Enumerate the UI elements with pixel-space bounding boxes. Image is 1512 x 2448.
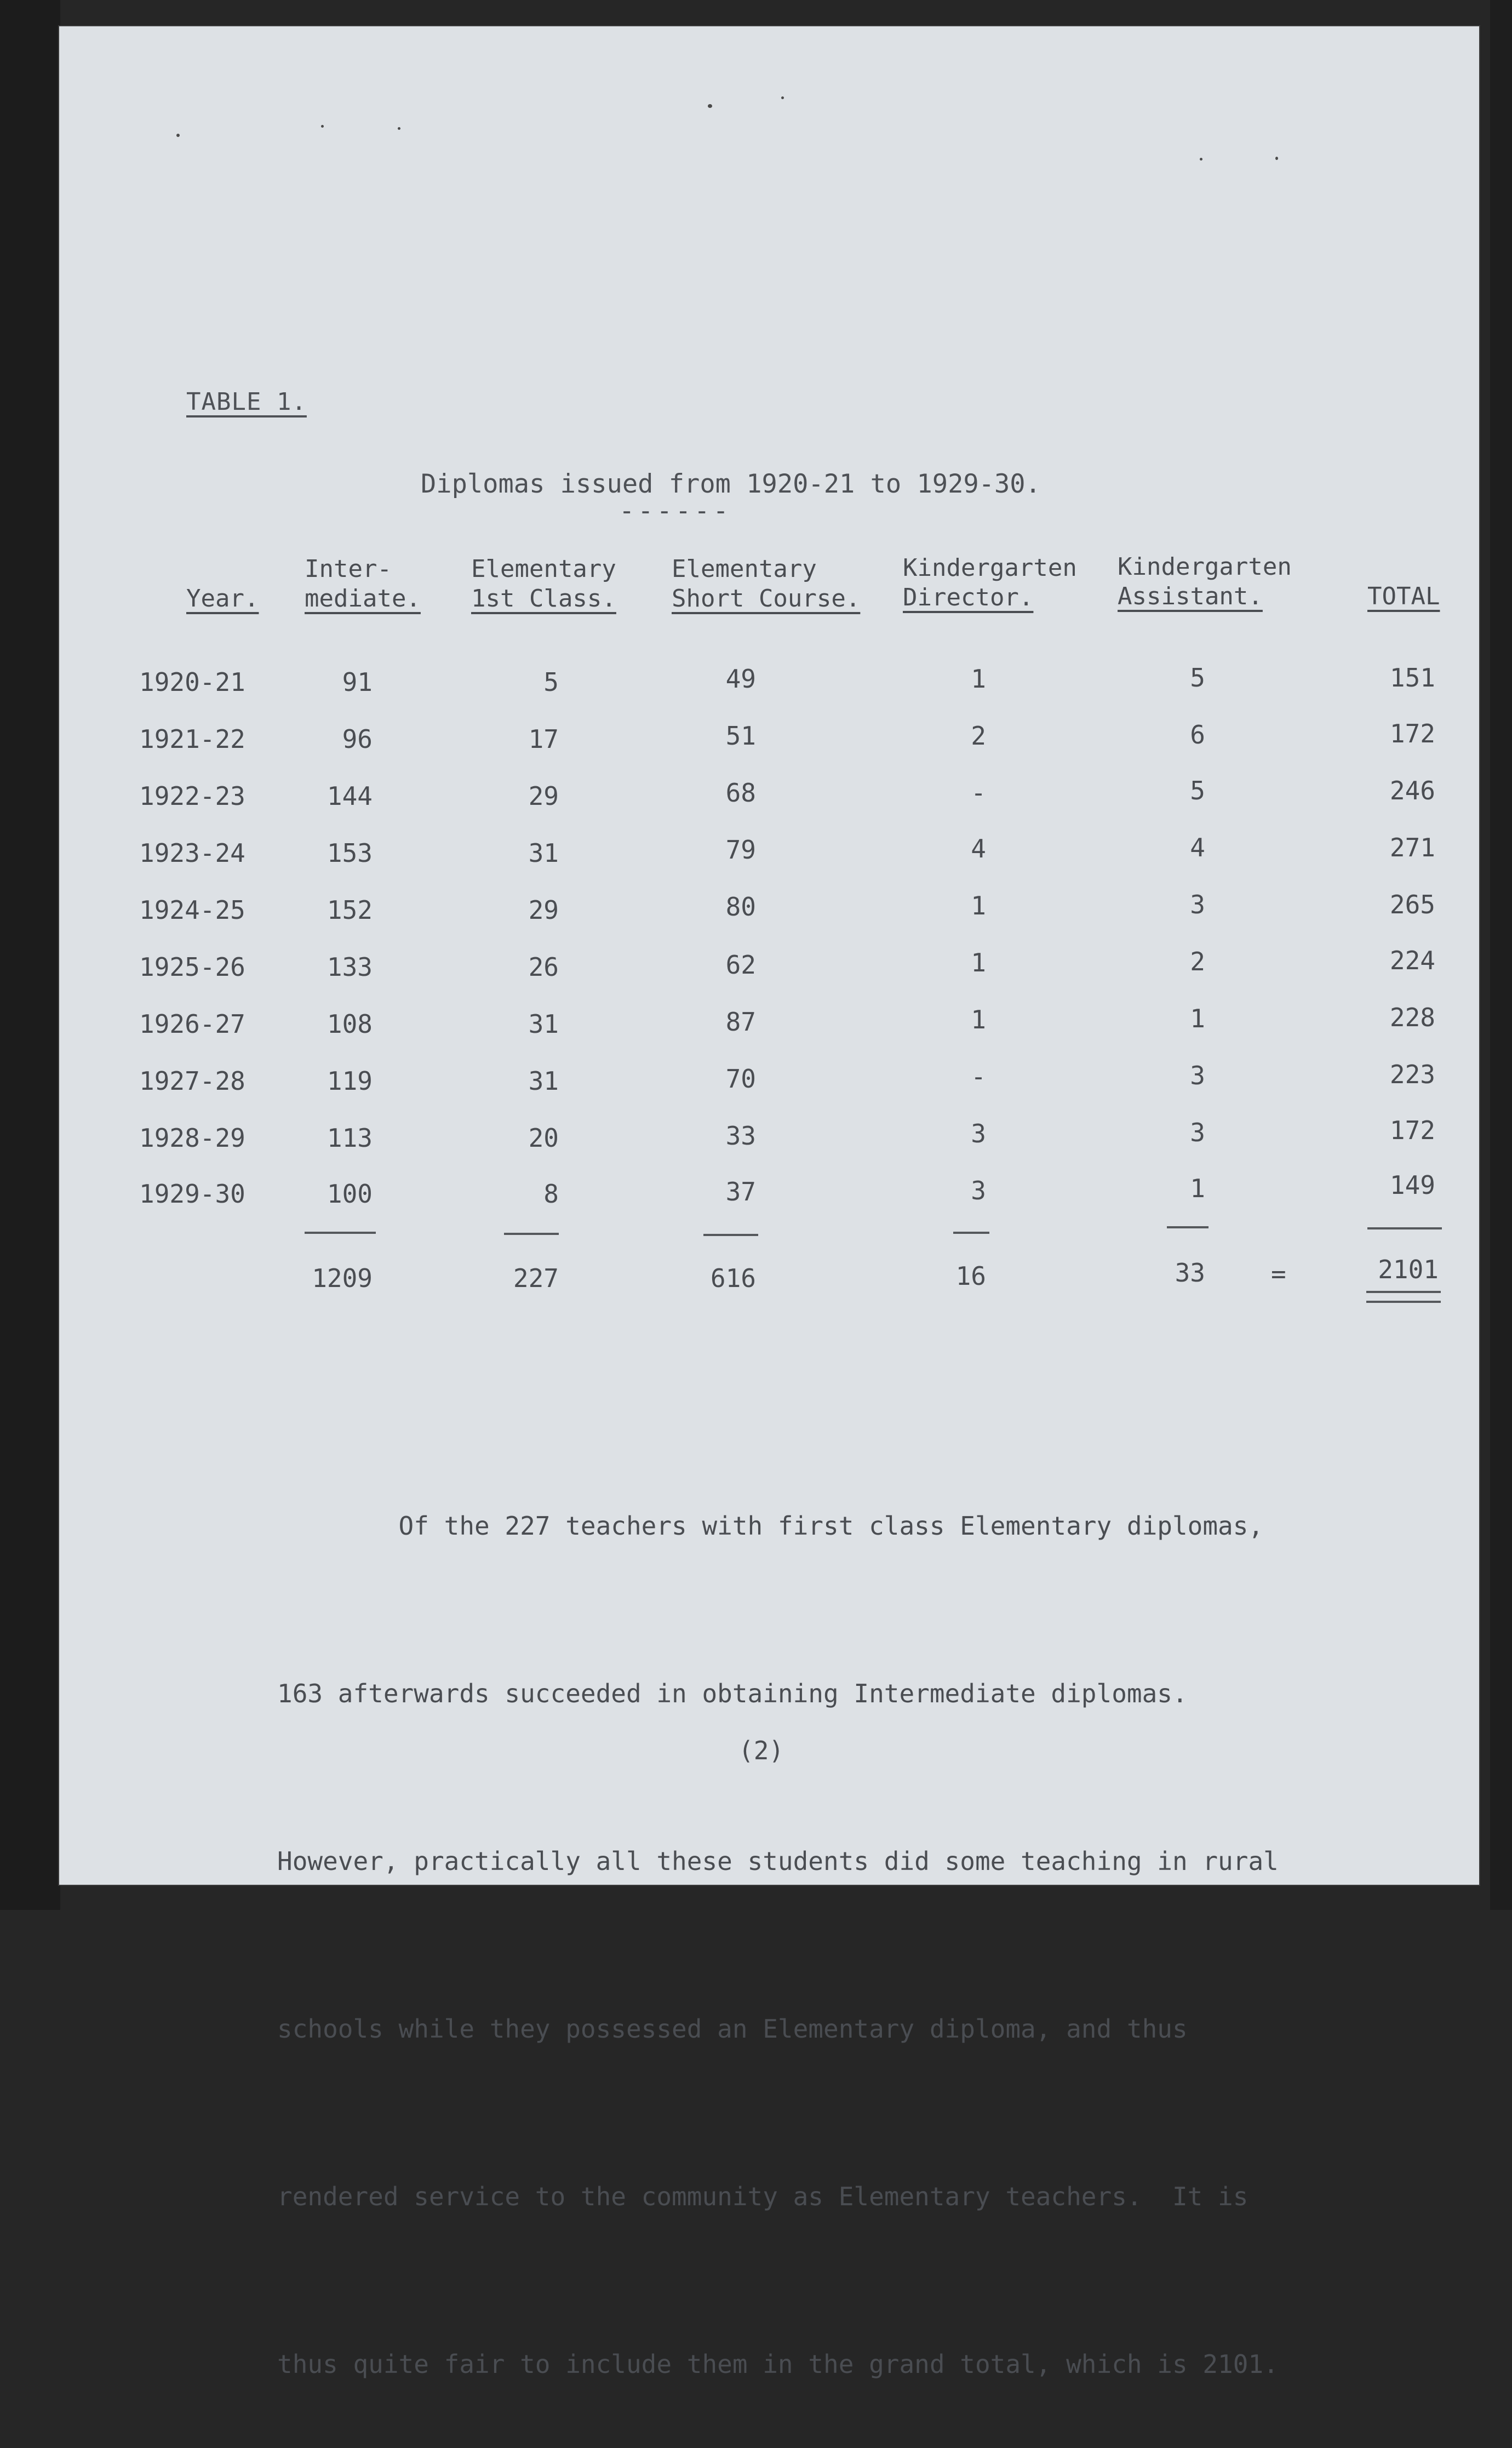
cell-kg-assistant: 3 — [1190, 1118, 1205, 1147]
cell-kg-director: 3 — [971, 1176, 986, 1205]
cell-kg-director: 1 — [971, 891, 986, 920]
total-kg-director: 16 — [955, 1261, 986, 1291]
cell-elementary-first: 17 — [528, 724, 559, 754]
cell-total: 228 — [1389, 1003, 1435, 1032]
header-elementary-short-line1: Elementary — [672, 555, 817, 583]
cell-elementary-short: 80 — [725, 892, 756, 922]
paragraph-line: schools while they possessed an Elementary diploma, and thus — [277, 2014, 1188, 2044]
cell-kg-director: 1 — [971, 948, 986, 977]
cell-total: 246 — [1389, 776, 1435, 805]
cell-year: 1927-28 — [139, 1066, 245, 1096]
header-elementary-first-line1: Elementary — [471, 555, 616, 583]
sum-rule-kg-assistant — [1167, 1226, 1209, 1228]
grand-total-double-rule — [1366, 1291, 1441, 1303]
header-elementary-first-line2: 1st Class. — [471, 585, 616, 613]
cell-elementary-first: 31 — [528, 838, 559, 868]
scanner-background-left — [0, 0, 60, 1910]
cell-year: 1925-26 — [139, 952, 245, 982]
sum-rule-elementary-first — [504, 1233, 559, 1235]
cell-intermediate: 153 — [327, 838, 373, 868]
paper-speck — [1275, 157, 1278, 160]
paragraph-line: rendered service to the community as Elementary teachers. It is — [277, 2182, 1248, 2211]
cell-kg-assistant: 5 — [1190, 776, 1205, 805]
paragraph-line: thus quite fair to include them in the grand total, which is 2101. — [277, 2349, 1279, 2379]
header-intermediate-line2: mediate. — [305, 585, 421, 613]
cell-year: 1928-29 — [139, 1123, 245, 1153]
cell-intermediate: 119 — [327, 1066, 373, 1096]
cell-total: 149 — [1389, 1170, 1435, 1200]
cell-kg-director: 2 — [971, 721, 986, 751]
table-label: TABLE 1. — [186, 388, 307, 416]
cell-intermediate: 113 — [327, 1123, 373, 1153]
cell-kg-director: - — [971, 1062, 986, 1091]
table-title: Diplomas issued from 1920-21 to 1929-30. — [421, 469, 1041, 499]
paragraph-line: Of the 227 teachers with first class Elementary diplomas, — [277, 1511, 1264, 1541]
header-kg-assistant-line1: Kindergarten — [1118, 553, 1292, 581]
cell-kg-director: - — [971, 778, 986, 808]
cell-total: 265 — [1389, 890, 1435, 919]
total-elementary-first: 227 — [513, 1263, 559, 1293]
cell-year: 1922-23 — [139, 781, 245, 811]
sum-rule-total — [1367, 1227, 1442, 1229]
cell-elementary-first: 31 — [528, 1009, 559, 1039]
cell-kg-assistant: 4 — [1190, 833, 1205, 862]
sum-rule-kg-director — [953, 1232, 989, 1234]
cell-elementary-short: 87 — [725, 1007, 756, 1037]
cell-intermediate: 144 — [327, 781, 373, 811]
paragraph-line: 163 afterwards succeeded in obtaining Intermediate diplomas. — [277, 1679, 1188, 1708]
header-kg-director-line1: Kindergarten — [903, 554, 1077, 582]
header-kg-director-line2: Director. — [903, 584, 1034, 611]
cell-kg-assistant: 3 — [1190, 1061, 1205, 1090]
total-kg-assistant: 33 — [1175, 1258, 1205, 1288]
cell-kg-assistant: 5 — [1190, 663, 1205, 693]
paper-speck — [1200, 158, 1202, 161]
paper-speck — [321, 125, 324, 128]
cell-intermediate: 108 — [327, 1009, 373, 1039]
cell-elementary-short: 68 — [725, 778, 756, 808]
scanner-background-right — [1490, 0, 1512, 1910]
cell-total: 151 — [1389, 663, 1435, 693]
paper-speck — [176, 134, 180, 137]
page-number: (2) — [738, 1736, 784, 1765]
cell-elementary-first: 29 — [528, 781, 559, 811]
cell-total: 271 — [1389, 833, 1435, 862]
total-equals-sign: = — [1271, 1259, 1286, 1289]
cell-total: 224 — [1389, 946, 1435, 975]
cell-elementary-first: 26 — [528, 952, 559, 982]
cell-intermediate: 96 — [342, 724, 373, 754]
cell-kg-director: 1 — [971, 1005, 986, 1034]
cell-elementary-short: 33 — [725, 1121, 756, 1151]
cell-year: 1924-25 — [139, 895, 245, 925]
cell-kg-assistant: 1 — [1190, 1004, 1205, 1033]
cell-elementary-short: 49 — [725, 664, 756, 694]
cell-elementary-first: 8 — [543, 1179, 559, 1209]
grand-total: 2101 — [1378, 1255, 1439, 1284]
header-kg-assistant-line2: Assistant. — [1118, 582, 1263, 610]
total-intermediate: 1209 — [312, 1263, 373, 1293]
cell-intermediate: 152 — [327, 895, 373, 925]
cell-total: 223 — [1389, 1060, 1435, 1089]
header-elementary-short-line2: Short Course. — [672, 585, 861, 613]
cell-intermediate: 100 — [327, 1179, 373, 1209]
header-year: Year. — [186, 585, 259, 613]
cell-intermediate: 91 — [342, 667, 373, 697]
cell-kg-assistant: 3 — [1190, 890, 1205, 919]
cell-elementary-short: 51 — [725, 721, 756, 751]
cell-elementary-short: 70 — [725, 1064, 756, 1094]
header-intermediate-line1: Inter- — [305, 555, 392, 583]
header-total: TOTAL — [1367, 582, 1440, 610]
cell-kg-assistant: 2 — [1190, 947, 1205, 976]
cell-kg-director: 1 — [971, 664, 986, 694]
cell-elementary-first: 20 — [528, 1123, 559, 1153]
cell-year: 1921-22 — [139, 724, 245, 754]
cell-elementary-short: 37 — [725, 1177, 756, 1206]
sum-rule-intermediate — [305, 1232, 376, 1234]
cell-elementary-short: 79 — [725, 835, 756, 865]
cell-kg-assistant: 6 — [1190, 720, 1205, 750]
cell-total: 172 — [1389, 1116, 1435, 1145]
cell-total: 172 — [1389, 719, 1435, 748]
cell-kg-assistant: 1 — [1190, 1174, 1205, 1203]
total-elementary-short: 616 — [710, 1263, 756, 1293]
cell-year: 1923-24 — [139, 838, 245, 868]
paper-speck — [708, 104, 712, 108]
cell-year: 1920-21 — [139, 667, 245, 697]
cell-elementary-first: 29 — [528, 895, 559, 925]
body-paragraph — [277, 1386, 1428, 2448]
cell-year: 1926-27 — [139, 1009, 245, 1039]
cell-elementary-short: 62 — [725, 950, 756, 980]
title-dashes: ------ — [619, 496, 732, 526]
paper-speck — [398, 127, 400, 130]
cell-intermediate: 133 — [327, 952, 373, 982]
cell-elementary-first: 31 — [528, 1066, 559, 1096]
cell-kg-director: 3 — [971, 1119, 986, 1148]
cell-year: 1929-30 — [139, 1179, 245, 1209]
sum-rule-elementary-short — [703, 1234, 758, 1236]
cell-kg-director: 4 — [971, 834, 986, 863]
cell-elementary-first: 5 — [543, 667, 559, 697]
paragraph-line: However, practically all these students did some teaching in rural — [277, 1846, 1279, 1876]
paper-speck — [781, 96, 784, 99]
